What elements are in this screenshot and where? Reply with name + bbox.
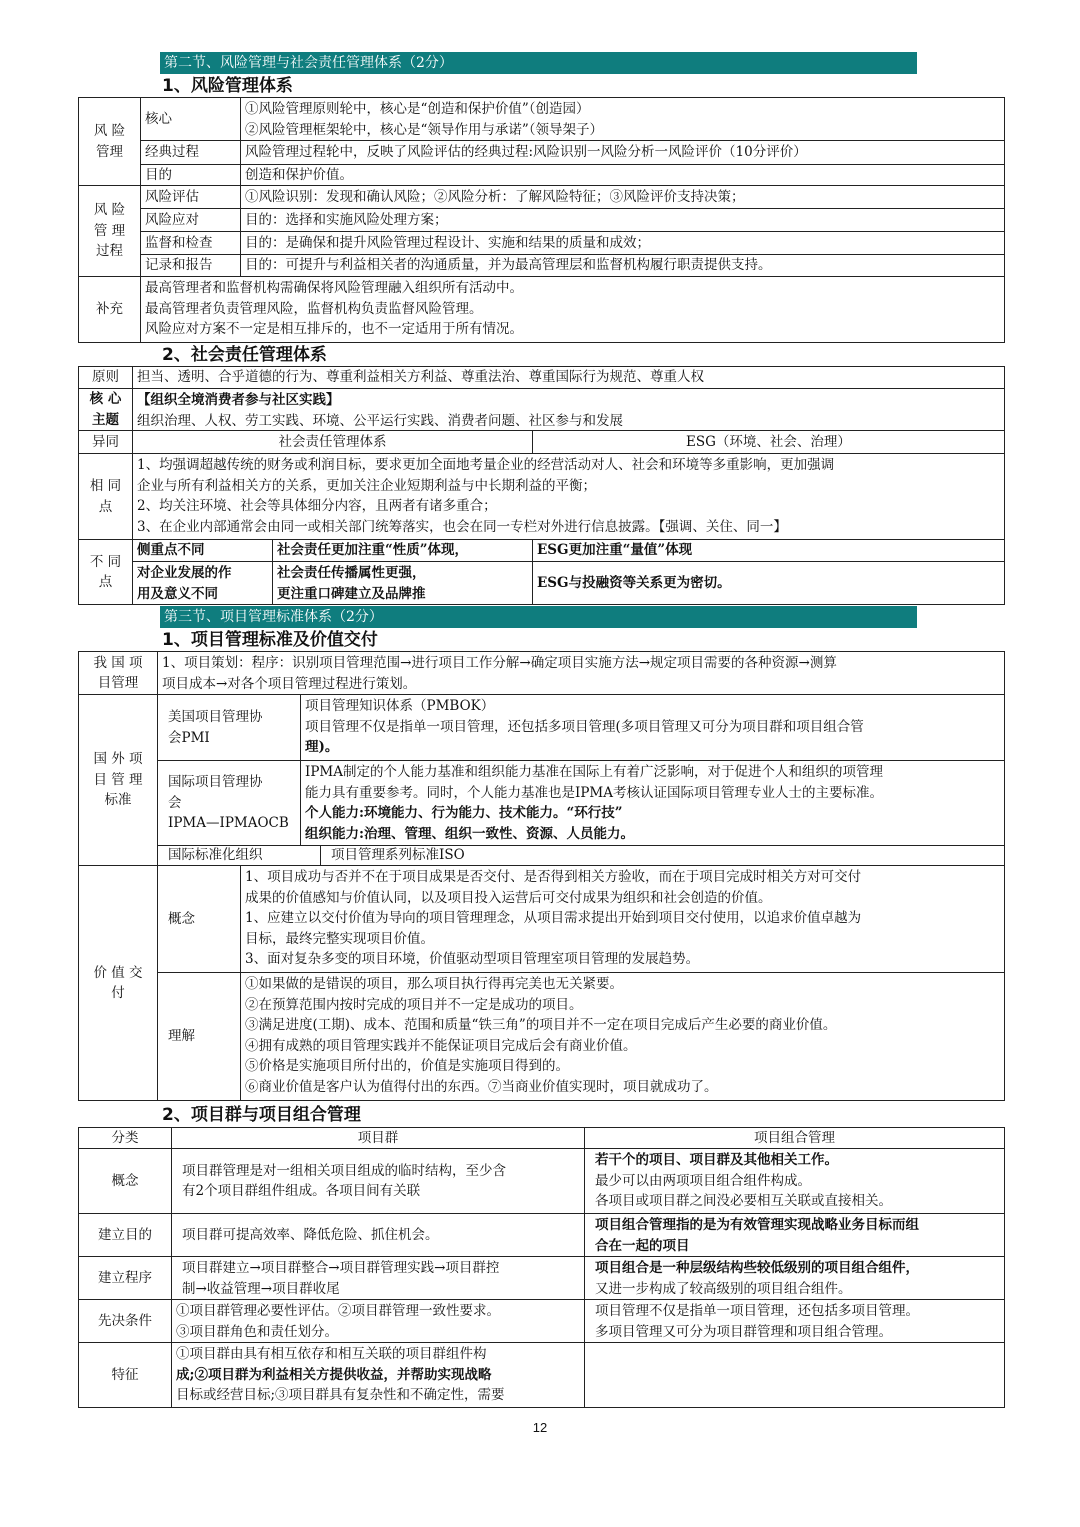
same-line-1: 1、均强调超越传统的财务或利润目标，要求更加全面地考量企业的经营活动对人、社会和环境等多重影响，更加强调 — [137, 457, 835, 473]
page-number: 12 — [532, 1420, 548, 1435]
supplement-cell — [140, 276, 1005, 343]
ipma-label: 国际项目管理协 会 IPMA—IPMAOCB — [157, 760, 301, 846]
row-procedure-label: 建立程序 — [78, 1256, 172, 1300]
core-topic-label: 核 心 主题 — [78, 388, 133, 431]
ns-row2-social-1: 社会责任传播属性更强， — [277, 565, 426, 581]
core-cell — [240, 97, 1005, 141]
r3-a-line-1: 项目群建立→项目群整合→项目群管理实践→项目群控 — [182, 1260, 500, 1276]
r2-b-line-2: 合在一起的项目 — [595, 1237, 690, 1254]
concept-label: 概念 — [157, 865, 241, 973]
ns-row2-social — [272, 561, 533, 605]
concept-line-3: 1、应建立以交付价值为导向的项目管理理念，从项目需求提出开始到项目交付使用，以追求价值卓越为 — [245, 910, 862, 926]
notsame-label: 不 同 点 — [78, 539, 133, 605]
ns-row2-label-1: 对企业发展的作 — [137, 565, 232, 581]
concept-line-5: 3、面对复杂多变的项目环境，价值驱动型项目管理室项目管理的发展趋势。 — [245, 951, 700, 967]
iso-text: 项目管理系列标准ISO — [320, 845, 1005, 866]
und-line-5: ⑤价格是实施项目所付出的，价值是实施项目得到的。 — [245, 1058, 569, 1074]
respond-text: 目的：选择和实施风险处理方案； — [240, 208, 1005, 232]
cn-pm-line-1: 1、项目策划：程序：识别项目管理范围→进行项目工作分解→确定项目实施方法→规定项目需要的各种资源→测算 — [162, 655, 837, 671]
process-label: 风 险 管 理 过程 — [78, 185, 141, 277]
row-feature-label: 特征 — [78, 1342, 172, 1408]
same-line-4: 3、在企业内部通常会由同一或相关部门统筹落实，也会在同一专栏对外进行信息披露。【强调、关住、同一】 — [137, 518, 787, 535]
row-procedure-program — [171, 1256, 585, 1300]
ns-row2-social-2: 更注重口碑建立及品牌推 — [277, 585, 426, 602]
cn-pm-cell — [157, 651, 1005, 695]
core-line-2: ②风险管理框架轮中，核心是“领导作用与承诺”（领导架子） — [245, 121, 604, 138]
row-feature-portfolio — [584, 1342, 1005, 1408]
supplement-label: 补充 — [78, 276, 141, 343]
heading-risk-mgmt: 1、风险管理体系 — [162, 76, 293, 96]
diff-col-social: 社会责任管理体系 — [132, 430, 533, 454]
section-bar-3: 第三节、项目管理标准体系（2分） — [160, 606, 917, 628]
ipma-line-1: IPMA制定的个人能力基准和组织能力基准在国际上有着广泛影响，对于促进个人和组织的项管理 — [305, 764, 883, 780]
row-prereq-program — [171, 1299, 585, 1343]
core-topic-line-1: 【组织全境消费者参与社区实践】 — [137, 392, 340, 408]
pmi-line-1: 项目管理知识体系（PMBOK） — [305, 698, 495, 714]
assess-label: 风险评估 — [140, 185, 241, 209]
concept-line-4: 目标，最终完整实现项目价值。 — [245, 930, 434, 947]
pmi-cell — [300, 694, 1005, 761]
ipma-line-4: 组织能力:治理、管理、组织一致性、资源、人员能力。 — [305, 825, 634, 842]
principle-text: 担当、透明、合乎道德的行为、尊重利益相关方利益、尊重法治、尊重国际行为规范、尊重人权 — [132, 366, 1005, 389]
und-line-2: ②在预算范围内按时完成的项目并不一定是成功的项目。 — [245, 996, 583, 1013]
core-label: 核心 — [140, 97, 241, 141]
ipma-cell — [300, 760, 1005, 846]
heading-program-portfolio: 2、项目群与项目组合管理 — [162, 1105, 361, 1125]
r4-b-line-2: 多项目管理又可分为项目群管理和项目组合管理。 — [595, 1323, 892, 1340]
principle-label: 原则 — [78, 366, 133, 389]
classic-label: 经典过程 — [140, 140, 241, 165]
row-concept-label: 概念 — [78, 1148, 172, 1214]
r2-b-line-1: 项目组合管理指的是为有效管理实现战略业务目标而组 — [595, 1217, 919, 1233]
r1-a-line-2: 有2个项目群组件组成。各项目间有关联 — [182, 1183, 421, 1199]
ipma-line-2: 能力具有重要参考。同时，个人能力基准也是IPMA考核认证国际项目管理专业人士的主要标准。 — [305, 784, 883, 801]
supp-line-3: 风险应对方案不一定是相互排斥的，也不一定适用于所有情况。 — [145, 321, 523, 337]
table-head-category: 分类 — [78, 1127, 172, 1149]
cn-pm-label: 我 国 项 目管理 — [78, 651, 158, 695]
heading-pm-standard: 1、项目管理标准及价值交付 — [162, 630, 378, 650]
ns-row1-social: 社会责任更加注重“性质”体现， — [272, 539, 533, 562]
row-concept-portfolio — [584, 1148, 1005, 1214]
ns-row2-label — [132, 561, 273, 605]
r5-a-line-3: 目标或经营目标;③项目群具有复杂性和不确定性，需要 — [176, 1387, 505, 1403]
r1-a-line-1: 项目群管理是对一组相关项目组成的临时结构，至少含 — [182, 1162, 506, 1179]
value-delivery-label: 价 值 交 付 — [78, 865, 158, 1101]
r4-b-line-1: 项目管理不仅是指单一项目管理，还包括多项目管理。 — [595, 1303, 919, 1319]
section-bar-2: 第二节、风险管理与社会责任管理体系（2分） — [160, 52, 917, 74]
assess-text: ①风险识别：发现和确认风险；②风险分析：了解风险特征；③风险评价支持决策； — [240, 185, 1005, 209]
understand-cell — [240, 972, 1005, 1101]
ipma-line-3: 个人能力:环境能力、行为能力、技术能力。“环行技” — [305, 805, 623, 821]
same-label: 相 同 点 — [78, 453, 133, 540]
r3-b-line-1: 项目组合是一种层级结构些较低级别的项目组合组件， — [595, 1260, 919, 1276]
row-procedure-portfolio — [584, 1256, 1005, 1300]
core-topic-cell — [132, 388, 1005, 431]
pmi-label: 美国项目管理协 会PMI — [157, 694, 301, 761]
r1-b-line-3: 各项目或项目群之间没必要相互关联或直接相关。 — [595, 1193, 892, 1209]
r4-a-line-2: ③项目群角色和责任划分。 — [176, 1323, 338, 1340]
table-head-program: 项目群 — [171, 1127, 585, 1149]
monitor-text: 目的：是确保和提升风险管理过程设计、实施和结果的质量和成效； — [240, 231, 1005, 255]
r4-a-line-1: ①项目群管理必要性评估。②项目群管理一致性要求。 — [176, 1303, 500, 1319]
r3-b-line-2: 又进一步构成了较高级别的项目组合组件。 — [595, 1280, 852, 1297]
row-purpose-program: 项目群可提高效率、降低危险、抓住机会。 — [171, 1213, 585, 1257]
record-label: 记录和报告 — [140, 254, 241, 277]
row-feature-program — [171, 1342, 585, 1408]
record-text: 目的：可提升与利益相关者的沟通质量，并为最高管理层和监督机构履行职责提供支持。 — [240, 254, 1005, 277]
pmi-line-2: 项目管理不仅是指单一项目管理，还包括多项目管理(多项目管理又可分为项目群和项目组合管 — [305, 718, 864, 735]
diff-col-esg: ESG（环境、社会、治理） — [532, 430, 1005, 454]
row-purpose-label: 建立目的 — [78, 1213, 172, 1257]
r1-b-line-1: 若干个的项目、项目群及其他相关工作。 — [595, 1152, 838, 1168]
und-line-4: ④拥有成熟的项目管理实践并不能保证项目完成后会有商业价值。 — [245, 1037, 637, 1054]
risk-mgmt-label: 风 险 管理 — [78, 97, 141, 186]
concept-cell — [240, 865, 1005, 973]
supp-line-1: 最高管理者和监督机构需确保将风险管理融入组织所有活动中。 — [145, 280, 523, 296]
concept-line-1: 1、项目成功与否并不在于项目成果是否交付、是否得到相关方验收，而在于项目完成时相关方对可交付 — [245, 869, 862, 885]
respond-label: 风险应对 — [140, 208, 241, 232]
classic-text: 风险管理过程轮中，反映了风险评估的经典过程:风险识别一风险分析一风险评价（10分评价） — [240, 140, 1005, 165]
cn-pm-line-2: 项目成本→对各个项目管理过程进行策划。 — [162, 675, 417, 692]
row-concept-program — [171, 1148, 585, 1214]
und-line-6: ⑥商业价值是客户认为值得付出的东西。⑦当商业价值实现时，项目就成功了。 — [245, 1078, 718, 1095]
concept-line-2: 成果的价值感知与价值认同，以及项目投入运营后可交付成果为组织和社会创造的价值。 — [245, 889, 772, 906]
core-topic-line-2: 组织治理、人权、劳工实践、环境、公平运行实践、消费者问题、社区参与和发展 — [137, 412, 623, 429]
same-cell — [132, 453, 1005, 540]
understand-label: 理解 — [157, 972, 241, 1101]
iso-label: 国际标准化组织 — [157, 845, 321, 866]
same-line-2: 企业与所有利益相关方的关系，更加关注企业短期利益与中长期利益的平衡； — [137, 477, 596, 494]
table-head-portfolio: 项目组合管理 — [584, 1127, 1005, 1149]
r5-a-line-2: 成;②项目群为利益相关方提供收益，并帮助实现战略 — [176, 1366, 492, 1383]
ns-row1-label: 侧重点不同 — [132, 539, 273, 562]
row-purpose-portfolio — [584, 1213, 1005, 1257]
intl-pm-label: 国 外 项 目 管 理 标准 — [78, 694, 158, 866]
same-line-3: 2、均关注环境、社会等具体细分内容，且两者有诸多重合； — [137, 498, 497, 514]
core-line-1: ①风险管理原则轮中，核心是“创造和保护价值”（创造园） — [245, 101, 590, 117]
r3-a-line-2: 制→收益管理→项目群收尾 — [182, 1280, 340, 1297]
ns-row2-esg: ESG与投融资等关系更为密切。 — [532, 561, 1005, 605]
ns-row2-label-2: 用及意义不同 — [137, 585, 218, 602]
pmi-line-3: 理)。 — [305, 739, 339, 755]
monitor-label: 监督和检查 — [140, 231, 241, 255]
und-line-3: ③满足进度(工期)、成本、范围和质量“铁三角”的项目并不一定在项目完成后产生必要的商业价值。 — [245, 1017, 837, 1033]
ns-row1-esg: ESG更加注重“量值”体现 — [532, 539, 1005, 562]
r5-a-line-1: ①项目群由具有相互依存和相互关联的项目群组件构 — [176, 1346, 487, 1362]
goal-label: 目的 — [140, 164, 241, 186]
diff-label: 异同 — [78, 430, 133, 454]
und-line-1: ①如果做的是错误的项目，那么项目执行得再完美也无关紧要。 — [245, 976, 623, 992]
row-prereq-label: 先决条件 — [78, 1299, 172, 1343]
row-prereq-portfolio — [584, 1299, 1005, 1343]
r1-b-line-2: 最少可以由两项项目组合组件构成。 — [595, 1172, 811, 1189]
heading-social-resp: 2、社会责任管理体系 — [162, 345, 327, 365]
supp-line-2: 最高管理者负责管理风险，监督机构负责监督风险管理。 — [145, 300, 483, 317]
goal-text: 创造和保护价值。 — [240, 164, 1005, 186]
